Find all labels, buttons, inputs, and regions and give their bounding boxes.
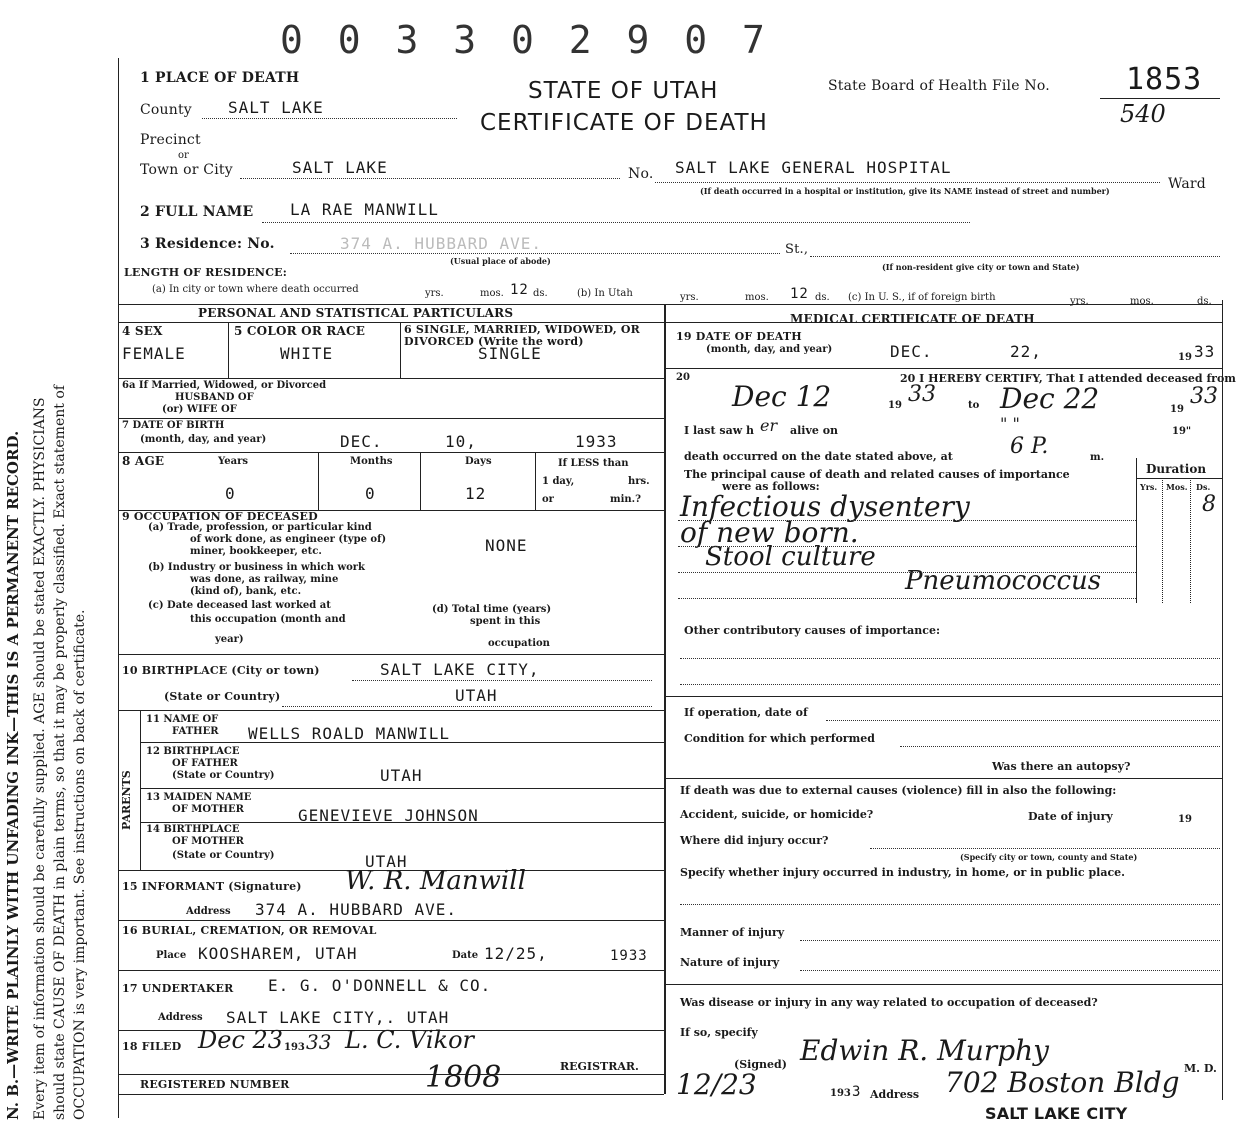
father-label-2: FATHER — [172, 726, 219, 737]
us-mos-label: mos. — [1130, 296, 1154, 307]
occupation-value: NONE — [485, 536, 528, 555]
city-label: Town or City — [140, 162, 233, 178]
manner-label: Manner of injury — [680, 926, 785, 939]
age-months-label: Months — [350, 456, 393, 467]
full-name-value: LA RAE MANWILL — [290, 200, 439, 219]
injury-year-label: 19 — [1178, 814, 1192, 825]
duration-mos-label: Mos. — [1166, 482, 1188, 492]
alive-on-year: 19" — [1172, 426, 1192, 437]
street-label: St., — [785, 242, 809, 257]
occ-d-2: spent in this — [470, 616, 541, 627]
county-value: SALT LAKE — [228, 98, 324, 117]
death-time: 6 P. — [1010, 434, 1049, 459]
condition-label: Condition for which performed — [684, 732, 875, 745]
where-note: (Specify city or town, county and State) — [960, 852, 1138, 862]
occ-b-2: was done, as railway, mine — [190, 574, 339, 585]
from-year: 33 — [908, 382, 936, 407]
birthplace-state: UTAH — [455, 686, 498, 705]
fbp-label-2: OF FATHER — [172, 758, 238, 769]
informant-label: 15 INFORMANT (Signature) — [122, 880, 302, 893]
operation-label: If operation, date of — [684, 706, 808, 719]
cause-line-2: of new born. — [680, 516, 859, 549]
contributory-label: Other contributory causes of importance: — [684, 624, 941, 637]
mother-label-1: 13 MAIDEN NAME — [146, 792, 252, 803]
m-label: m. — [1090, 452, 1105, 463]
physician-address-label: Address — [870, 1088, 920, 1101]
cause-line-3: Stool culture — [705, 542, 876, 572]
residence-value: 374 A. HUBBARD AVE. — [340, 234, 543, 253]
signed-label: (Signed) — [734, 1058, 787, 1071]
utah-ds-label: ds. — [815, 292, 830, 303]
father-label-1: 11 NAME OF — [146, 714, 219, 725]
birthplace-label: 10 BIRTHPLACE (City or town) — [122, 664, 320, 677]
registrar-label: REGISTRAR. — [560, 1060, 639, 1073]
last-saw-pronoun: er — [760, 416, 778, 435]
margin-line-3: should state CAUSE OF DEATH in plain terms, so that it may be properly classified. Exact statement of — [52, 385, 68, 1120]
registered-number: 1808 — [425, 1060, 502, 1095]
no-label: No. — [628, 166, 654, 182]
spouse-label-2: HUSBAND OF — [175, 392, 254, 403]
margin-line-4: OCCUPATION is very important. See instructions on back of certificate. — [72, 609, 88, 1120]
age-days-value: 12 — [465, 484, 487, 503]
informant-signature: W. R. Manwill — [345, 866, 526, 896]
occupation-label: 9 OCCUPATION OF DECEASED — [122, 510, 318, 523]
alive-on-label: alive on — [790, 424, 839, 437]
serial-number: 0 0 3 3 0 2 9 0 7 — [280, 18, 771, 62]
death-year-prefix: 19 — [1178, 352, 1192, 363]
hospital-note: (If death occurred in a hospital or institution, give its NAME instead of street and number) — [700, 186, 1110, 196]
age-months-value: 0 — [365, 484, 376, 503]
filed-label: 18 FILED — [122, 1040, 182, 1053]
death-occurred-label: death occurred on the date stated above, at — [684, 450, 953, 463]
signed-year: 3 — [852, 1084, 862, 1100]
birthplace-city: SALT LAKE CITY, — [380, 660, 540, 679]
external-label: If death was due to external causes (violence) fill in also the following: — [680, 784, 1117, 797]
father-value: WELLS ROALD MANWILL — [248, 724, 451, 743]
us-label: (c) In U. S., if of foreign birth — [848, 292, 996, 303]
personal-heading: PERSONAL AND STATISTICAL PARTICULARS — [198, 306, 514, 320]
dob-day: 10, — [445, 432, 477, 451]
mbp-label-3: (State or Country) — [172, 850, 275, 861]
death-year: 33 — [1194, 342, 1216, 361]
where-label: Where did injury occur? — [680, 834, 829, 847]
injury-date-label: Date of injury — [1028, 810, 1113, 823]
filed-date: Dec 23 — [198, 1026, 284, 1054]
or-label: or — [178, 150, 189, 161]
to-label: to — [968, 400, 980, 411]
color-label: 5 COLOR OR RACE — [234, 324, 366, 338]
age-label: 8 AGE — [122, 454, 165, 468]
registered-number-label: REGISTERED NUMBER — [140, 1078, 290, 1091]
informant-address-label: Address — [186, 906, 231, 917]
fbp-label-3: (State or Country) — [172, 770, 275, 781]
attended-to-date: Dec 22 — [1000, 382, 1100, 415]
informant-address: 374 A. HUBBARD AVE. — [255, 900, 458, 919]
full-name-label: 2 FULL NAME — [140, 204, 254, 220]
alive-on-value: " " — [1000, 414, 1020, 433]
dob-label-2: (month, day, and year) — [140, 434, 267, 445]
occ-a-1: (a) Trade, profession, or particular kind — [148, 522, 372, 533]
father-birthplace: UTAH — [380, 766, 423, 785]
burial-place-label: Place — [156, 950, 187, 961]
hospital-value: SALT LAKE GENERAL HOSPITAL — [675, 158, 952, 177]
disease-label: Was disease or injury in any way related to occupation of deceased? — [680, 996, 1098, 1009]
certify-label: 20 I HEREBY CERTIFY, That I attended deceased from — [900, 372, 1236, 385]
burial-year: 1933 — [610, 948, 648, 964]
burial-date: 12/25, — [484, 944, 548, 963]
or-min-label: or — [542, 494, 554, 505]
occ-c-2: this occupation (month and — [190, 614, 346, 625]
occ-d-1: (d) Total time (years) — [432, 604, 552, 615]
hrs-label: hrs. — [628, 476, 650, 487]
burial-place: KOOSHAREM, UTAH — [198, 944, 358, 963]
residence-label-text: 3 Residence: No. — [140, 236, 275, 252]
filed-year-prefix: 193 — [284, 1042, 305, 1053]
duration-label: Duration — [1146, 462, 1207, 476]
certificate-title: CERTIFICATE OF DEATH — [480, 110, 768, 136]
death-month: DEC. — [890, 342, 933, 361]
occ-b-1: (b) Industry or business in which work — [148, 562, 365, 573]
signed-year-prefix: 193 — [830, 1088, 851, 1099]
us-yrs-label: yrs. — [1070, 296, 1089, 307]
sex-label: 4 SEX — [122, 324, 163, 338]
duration-yrs-label: Yrs. — [1140, 482, 1158, 492]
utah-mos-label: mos. — [745, 292, 769, 303]
sex-value: FEMALE — [122, 344, 186, 363]
parents-label: PARENTS — [120, 770, 133, 830]
age-days-label: Days — [465, 456, 492, 467]
burial-label: 16 BURIAL, CREMATION, OR REMOVAL — [122, 924, 377, 937]
if-so-label: If so, specify — [680, 1026, 758, 1039]
city-stamp: SALT LAKE CITY — [985, 1104, 1128, 1123]
undertaker-address-label: Address — [158, 1012, 203, 1023]
autopsy-label: Was there an autopsy? — [992, 760, 1131, 773]
physician-signature: Edwin R. Murphy — [800, 1034, 1049, 1067]
signed-date: 12/23 — [676, 1068, 757, 1101]
margin-line-1: N. B.—WRITE PLAINLY WITH UNFADING INK—THIS IS A PERMANENT RECORD. — [4, 430, 22, 1120]
to-year-prefix: 19 — [1170, 404, 1184, 415]
occ-d-3: occupation — [488, 638, 550, 649]
medical-heading: MEDICAL CERTIFICATE OF DEATH — [790, 312, 1035, 326]
file-number: 1853 — [1126, 62, 1203, 97]
mbp-label-2: OF MOTHER — [172, 836, 244, 847]
state-title: STATE OF UTAH — [528, 78, 719, 104]
less-than-label: If LESS than — [558, 458, 629, 469]
precinct-label: Precinct — [140, 132, 201, 148]
spouse-label-3: (or) WIFE OF — [162, 404, 237, 415]
dob-label-1: 7 DATE OF BIRTH — [122, 420, 225, 431]
utah-label: (b) In Utah — [577, 288, 633, 299]
specify-label: Specify whether injury occurred in industry, in home, or in public place. — [680, 866, 1125, 879]
residence-city-line: (a) In city or town where death occurred — [152, 284, 359, 295]
marital-value: SINGLE — [478, 344, 542, 363]
death-date-label-1: 19 DATE OF DEATH — [676, 330, 802, 343]
place-of-death-heading: 1 PLACE OF DEATH — [140, 70, 300, 86]
duration-ds-label: Ds. — [1196, 482, 1211, 492]
accident-label: Accident, suicide, or homicide? — [680, 808, 874, 821]
fbp-label-1: 12 BIRTHPLACE — [146, 746, 240, 757]
physician-address: 702 Boston Bldg — [945, 1066, 1180, 1099]
nature-label: Nature of injury — [680, 956, 780, 969]
spouse-label-1: 6a If Married, Widowed, or Divorced — [122, 380, 327, 391]
md-label: M. D. — [1184, 1062, 1217, 1075]
death-date-label-2: (month, day, and year) — [706, 344, 833, 355]
city-value: SALT LAKE — [292, 158, 388, 177]
to-year: 33 — [1190, 384, 1218, 409]
age-years-value: 0 — [225, 484, 236, 503]
mbp-label-1: 14 BIRTHPLACE — [146, 824, 240, 835]
marital-label: 6 SINGLE, MARRIED, WIDOWED, OR DIVORCED (Write the word) — [404, 323, 641, 348]
cause-label-1: The principal cause of death and related causes of importance — [684, 468, 1070, 481]
burial-date-label: Date — [452, 950, 479, 961]
one-day-label: 1 day, — [542, 476, 575, 487]
occ-a-2: of work done, as engineer (type of) — [190, 534, 387, 545]
cause-label-2: were as follows: — [722, 480, 820, 493]
mother-value: GENEVIEVE JOHNSON — [298, 806, 479, 825]
min-label: min.? — [610, 494, 641, 505]
margin-line-2: Every item of information should be carefully supplied. AGE should be stated EXACTLY. PHYSICIANS — [32, 397, 48, 1120]
res-days-value: 12 — [510, 282, 529, 298]
dob-month: DEC. — [340, 432, 383, 451]
occ-c-1: (c) Date deceased last worked at — [148, 600, 331, 611]
from-year-prefix: 19 — [888, 400, 902, 411]
county-label: County — [140, 102, 192, 118]
cause-line-1: Infectious dysentery — [680, 490, 970, 523]
cause-line-4: Pneumococcus — [905, 566, 1102, 596]
registrar-signature: L. C. Vikor — [345, 1026, 475, 1054]
nonresident-note: (If non-resident give city or town and State) — [882, 262, 1080, 272]
us-ds-label: ds. — [1197, 296, 1212, 307]
undertaker-address: SALT LAKE CITY,. UTAH — [226, 1008, 450, 1027]
res-yrs-label: yrs. — [425, 288, 444, 299]
birthplace-state-label: (State or Country) — [164, 690, 281, 703]
res-mos-label: mos. — [480, 288, 504, 299]
duration-value: 8 — [1202, 492, 1216, 517]
utah-days-value: 12 — [790, 286, 809, 302]
mother-label-2: OF MOTHER — [172, 804, 244, 815]
last-saw-label: I last saw h — [684, 424, 755, 437]
occ-a-3: miner, bookkeeper, etc. — [190, 546, 322, 557]
usual-abode-note: (Usual place of abode) — [450, 256, 551, 266]
ward-label: Ward — [1168, 176, 1206, 192]
color-value: WHITE — [280, 344, 334, 363]
utah-yrs-label: yrs. — [680, 292, 699, 303]
occ-b-3: (kind of), bank, etc. — [190, 586, 302, 597]
certify-number: 20 — [676, 372, 690, 383]
attended-from-date: Dec 12 — [732, 380, 832, 413]
length-residence-label: LENGTH OF RESIDENCE: — [124, 266, 287, 279]
undertaker-label: 17 UNDERTAKER — [122, 982, 234, 995]
res-ds-label: ds. — [533, 288, 548, 299]
filed-year: 33 — [306, 1030, 332, 1054]
age-years-label: Years — [218, 456, 249, 467]
dob-year: 1933 — [575, 432, 618, 451]
file-label: State Board of Health File No. — [828, 78, 1050, 94]
occ-c-3: year) — [215, 634, 244, 645]
death-day: 22, — [1010, 342, 1042, 361]
mother-birthplace: UTAH — [365, 852, 408, 871]
undertaker-value: E. G. O'DONNELL & CO. — [268, 976, 492, 995]
file-number-handwritten: 540 — [1120, 100, 1166, 128]
